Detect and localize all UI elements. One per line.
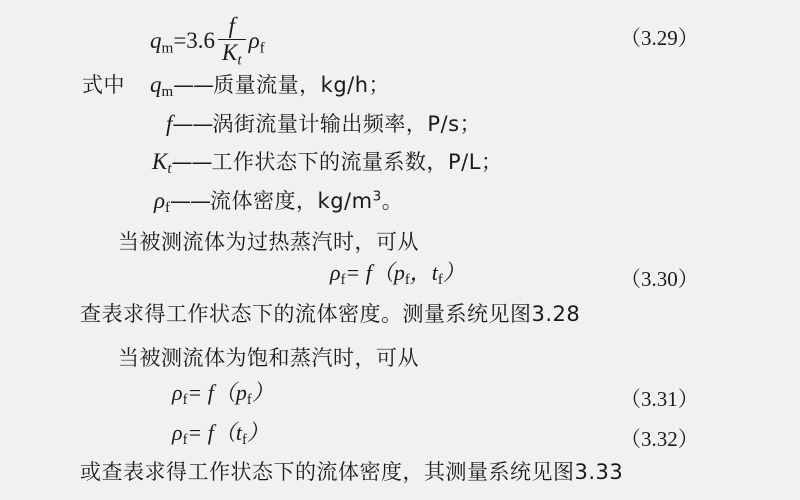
eq-3-29-den-symbol: K bbox=[222, 40, 238, 66]
eq-3-32-lhs-sub: f bbox=[182, 432, 188, 449]
para-superheated: 当被测流体为过热蒸汽时，可从 bbox=[118, 230, 419, 254]
where-label: 式中 bbox=[82, 73, 125, 97]
eq-3-29-lhs: q bbox=[150, 28, 162, 54]
eq-3-30-body-end: ） bbox=[442, 260, 465, 285]
eq-3-31-lhs: ρ bbox=[172, 380, 183, 405]
equation-3-29 bbox=[150, 14, 265, 68]
definition-kt bbox=[152, 150, 502, 177]
eq-3-29-den-sub: t bbox=[237, 51, 242, 69]
definition-qm-dash: —— bbox=[173, 73, 214, 97]
definition-qm-symbol: q bbox=[150, 72, 162, 97]
definition-rhof-text: 流体密度，kg/m bbox=[210, 189, 373, 213]
definition-rhof-subscript: f bbox=[165, 200, 171, 217]
para-table-lookup-2: 或查表求得工作状态下的流体密度，其测量系统见图3.33 bbox=[80, 460, 624, 484]
eq-3-31-body-end: ） bbox=[251, 380, 274, 405]
eq-3-29-equals: =3.6 bbox=[173, 28, 216, 54]
eq-3-31-body-sub: f bbox=[246, 392, 252, 409]
definition-kt-symbol: K bbox=[152, 149, 168, 174]
eq-3-29-lhs-sub: m bbox=[161, 39, 174, 57]
definition-rhof-symbol: ρ bbox=[154, 188, 166, 213]
eq-3-29-rhs-sub: f bbox=[259, 39, 265, 57]
definition-kt-text: 工作状态下的流量系数，P/L； bbox=[211, 150, 503, 174]
definition-kt-subscript: t bbox=[167, 161, 172, 178]
definition-kt-dash: —— bbox=[171, 150, 212, 174]
definition-rhof-exponent: 3 bbox=[372, 188, 382, 205]
definition-f-dash: —— bbox=[172, 112, 213, 136]
eq-3-29-fraction bbox=[218, 14, 246, 68]
equation-number-3-30: （3.30） bbox=[620, 267, 699, 291]
eq-3-29-rhs: ρ bbox=[248, 28, 260, 54]
eq-3-30-body: = f（p bbox=[345, 260, 405, 285]
eq-3-29-denominator bbox=[218, 39, 246, 68]
eq-3-32-lhs: ρ bbox=[172, 420, 183, 445]
equation-number-3-31: （3.31） bbox=[620, 387, 699, 411]
definition-qm-subscript: m bbox=[161, 84, 174, 101]
definition-rhof-dash: —— bbox=[170, 189, 211, 213]
definition-f-text: 涡街流量计输出频率，P/s； bbox=[212, 112, 482, 136]
eq-3-30-lhs: ρ bbox=[330, 260, 341, 285]
equation-3-32 bbox=[172, 422, 269, 448]
definition-rhof bbox=[154, 189, 403, 216]
equation-3-31 bbox=[172, 382, 274, 408]
definition-qm-text: 质量流量，kg/h； bbox=[213, 73, 391, 97]
eq-3-32-body: = f（t bbox=[187, 420, 242, 445]
para-table-lookup-1: 查表求得工作状态下的流体密度。测量系统见图3.28 bbox=[80, 302, 581, 326]
eq-3-31-body: = f（p bbox=[187, 380, 247, 405]
definition-f-symbol: f bbox=[166, 111, 173, 136]
definition-f bbox=[166, 112, 481, 135]
eq-3-30-body-sub1: f bbox=[404, 272, 410, 289]
eq-3-30-body-mid: ，t bbox=[409, 260, 438, 285]
eq-3-32-body-end: ） bbox=[246, 420, 269, 445]
eq-3-29-numerator: f bbox=[228, 13, 236, 38]
para-saturated: 当被测流体为饱和蒸汽时，可从 bbox=[118, 346, 419, 370]
definition-rhof-tail: 。 bbox=[381, 189, 404, 213]
eq-3-32-body-sub: f bbox=[241, 432, 247, 449]
eq-3-30-body-sub2: f bbox=[437, 272, 443, 289]
definition-qm bbox=[150, 73, 390, 100]
eq-3-31-lhs-sub: f bbox=[182, 392, 188, 409]
equation-3-30 bbox=[330, 262, 465, 288]
equation-number-3-29: （3.29） bbox=[620, 26, 699, 50]
equation-number-3-32: （3.32） bbox=[620, 427, 699, 451]
eq-3-30-lhs-sub: f bbox=[340, 272, 346, 289]
